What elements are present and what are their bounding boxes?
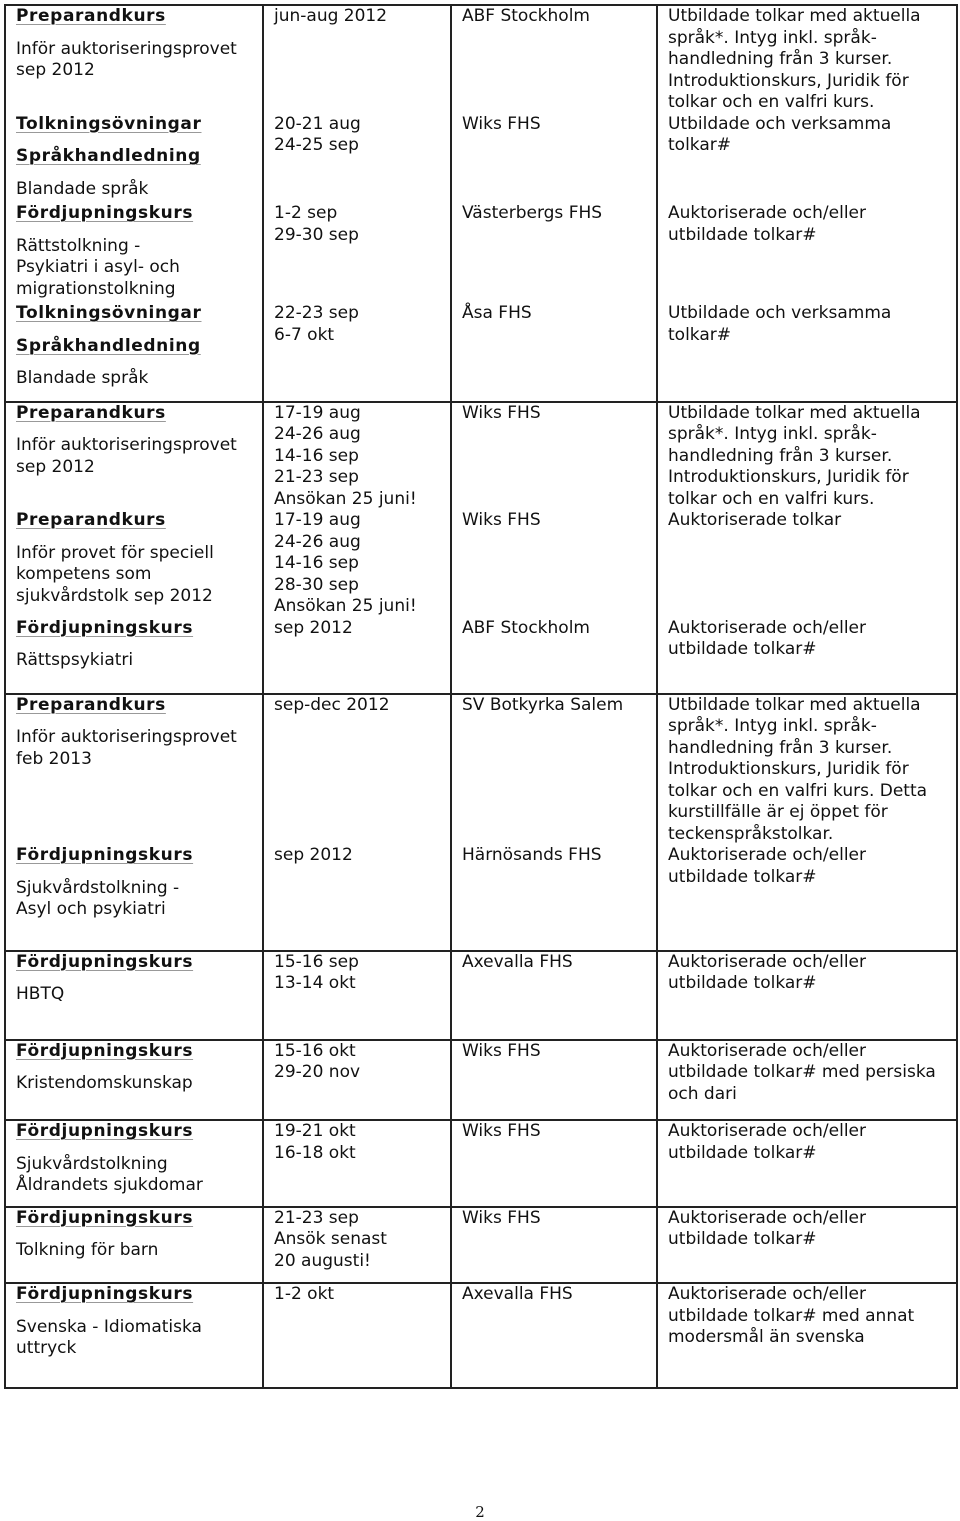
- course-description: Sjukvårdstolkning Åldrandets sjukdomar: [16, 1153, 203, 1195]
- target-group: Auktoriserade och/eller utbildade tolkar#: [657, 203, 957, 303]
- course-title: Språkhandledning: [16, 335, 201, 356]
- course-venue: Wiks FHS: [451, 1040, 657, 1121]
- schedule-row: [5, 5, 957, 114]
- schedule-row: [5, 402, 957, 511]
- target-group: Utbildade tolkar med aktuella språk*. Intyg inkl. språk-handledning från 3 kurser. Introduktionskurs, Juridik för tolkar och en valfri kurs.: [657, 5, 957, 114]
- schedule-row: [5, 510, 957, 618]
- course-venue: SV Botkyrka Salem: [451, 694, 657, 846]
- course-dates: 15-16 okt 29-20 nov: [263, 1040, 451, 1121]
- course-cell: [5, 5, 263, 114]
- course-description: Kristendomskunskap: [16, 1073, 193, 1093]
- course-block: [16, 845, 256, 921]
- course-title: Fördjupningskurs: [16, 1207, 194, 1228]
- course-dates: 1-2 sep 29-30 sep: [263, 203, 451, 303]
- course-block: [16, 695, 256, 771]
- course-venue: ABF Stockholm: [451, 5, 657, 114]
- course-venue: Wiks FHS: [451, 402, 657, 511]
- schedule-row: [5, 303, 957, 402]
- course-venue: Västerbergs FHS: [451, 203, 657, 303]
- course-cell: [5, 1283, 263, 1388]
- schedule-row: [5, 951, 957, 1040]
- course-block: [16, 6, 256, 82]
- target-group: Auktoriserade och/eller utbildade tolkar#: [657, 845, 957, 951]
- schedule-row: [5, 1120, 957, 1207]
- target-group: Auktoriserade och/eller utbildade tolkar# med persiska och dari: [657, 1040, 957, 1121]
- course-venue: Axevalla FHS: [451, 1283, 657, 1388]
- course-title: Fördjupningskurs: [16, 1040, 194, 1061]
- course-title: Fördjupningskurs: [16, 203, 194, 223]
- course-schedule-table: [4, 4, 958, 1389]
- course-description: Inför provet för speciell kompetens som sjukvårdstolk sep 2012: [16, 542, 214, 606]
- course-title: Fördjupningskurs: [16, 1284, 194, 1304]
- course-block: [16, 146, 256, 200]
- course-cell: [5, 1120, 263, 1207]
- course-title: Preparandkurs: [16, 694, 166, 715]
- course-venue: Wiks FHS: [451, 1120, 657, 1207]
- page-number: 2: [475, 1503, 485, 1521]
- target-group: Auktoriserade och/eller utbildade tolkar#: [657, 1120, 957, 1207]
- course-title: Preparandkurs: [16, 6, 166, 26]
- target-group: Auktoriserade och/eller utbildade tolkar# med annat modersmål än svenska: [657, 1283, 957, 1388]
- course-venue: ABF Stockholm: [451, 618, 657, 694]
- course-block: [16, 1284, 256, 1360]
- course-block: [16, 618, 256, 672]
- course-venue: Axevalla FHS: [451, 951, 657, 1040]
- course-dates: 17-19 aug 24-26 aug 14-16 sep 28-30 sep Ansökan 25 juni!: [263, 510, 451, 618]
- course-dates: 19-21 okt 16-18 okt: [263, 1120, 451, 1207]
- course-cell: [5, 203, 263, 303]
- course-block: [16, 336, 256, 390]
- course-description: Tolkning för barn: [16, 1240, 159, 1260]
- course-block: [16, 303, 256, 325]
- course-block: [16, 403, 256, 479]
- course-dates: 21-23 sep Ansök senast 20 augusti!: [263, 1207, 451, 1284]
- course-venue: Wiks FHS: [451, 1207, 657, 1284]
- schedule-row: [5, 694, 957, 846]
- course-cell: [5, 694, 263, 846]
- course-description: Inför auktoriseringsprovet feb 2013: [16, 727, 237, 769]
- course-title: Fördjupningskurs: [16, 1121, 194, 1141]
- course-description: Inför auktoriseringsprovet sep 2012: [16, 435, 237, 477]
- course-cell: [5, 1040, 263, 1121]
- course-block: [16, 1041, 256, 1095]
- target-group: Auktoriserade tolkar: [657, 510, 957, 618]
- course-venue: Härnösands FHS: [451, 845, 657, 951]
- course-venue: Åsa FHS: [451, 303, 657, 402]
- target-group: Auktoriserade och/eller utbildade tolkar#: [657, 618, 957, 694]
- course-venue: Wiks FHS: [451, 510, 657, 618]
- course-dates: sep 2012: [263, 618, 451, 694]
- course-title: Språkhandledning: [16, 146, 201, 166]
- course-dates: 20-21 aug 24-25 sep: [263, 114, 451, 204]
- course-cell: [5, 1207, 263, 1284]
- course-description: Svenska - Idiomatiska uttryck: [16, 1316, 202, 1358]
- schedule-row: [5, 1040, 957, 1121]
- course-title: Preparandkurs: [16, 402, 166, 423]
- course-block: [16, 1121, 256, 1197]
- target-group: Utbildade och verksamma tolkar#: [657, 303, 957, 402]
- course-dates: sep-dec 2012: [263, 694, 451, 846]
- schedule-row: [5, 1207, 957, 1284]
- course-block: [16, 952, 256, 1006]
- target-group: Utbildade tolkar med aktuella språk*. Intyg inkl. språk-handledning från 3 kurser. Introduktionskurs, Juridik för tolkar och en valfri kurs.: [657, 402, 957, 511]
- course-block: [16, 114, 256, 136]
- course-cell: [5, 618, 263, 694]
- course-dates: jun-aug 2012: [263, 5, 451, 114]
- course-title: Tolkningsövningar: [16, 113, 202, 134]
- course-cell: [5, 510, 263, 618]
- target-group: Utbildade tolkar med aktuella språk*. Intyg inkl. språk-handledning från 3 kurser. Introduktionskurs, Juridik för tolkar och en valfri kurs. Detta kurstillfälle är ej öppet för teckenspråkstolkar.: [657, 694, 957, 846]
- course-block: [16, 1208, 256, 1262]
- course-cell: [5, 114, 263, 204]
- course-cell: [5, 402, 263, 511]
- course-title: Fördjupningskurs: [16, 951, 194, 972]
- course-dates: 15-16 sep 13-14 okt: [263, 951, 451, 1040]
- course-cell: [5, 303, 263, 402]
- course-description: Blandade språk: [16, 178, 149, 199]
- course-description: HBTQ: [16, 984, 65, 1004]
- course-dates: 1-2 okt: [263, 1283, 451, 1388]
- schedule-row: [5, 845, 957, 951]
- course-cell: [5, 951, 263, 1040]
- course-cell: [5, 845, 263, 951]
- course-dates: 22-23 sep 6-7 okt: [263, 303, 451, 402]
- schedule-row: [5, 114, 957, 204]
- course-description: Blandade språk: [16, 368, 149, 388]
- course-block: [16, 203, 256, 300]
- target-group: Auktoriserade och/eller utbildade tolkar#: [657, 951, 957, 1040]
- course-title: Tolkningsövningar: [16, 303, 202, 323]
- course-description: Sjukvårdstolkning - Asyl och psykiatri: [16, 877, 180, 919]
- target-group: Utbildade och verksamma tolkar#: [657, 114, 957, 204]
- course-block: [16, 510, 256, 607]
- course-dates: sep 2012: [263, 845, 451, 951]
- course-description: Inför auktoriseringsprovet sep 2012: [16, 38, 237, 80]
- schedule-row: [5, 203, 957, 303]
- course-venue: Wiks FHS: [451, 114, 657, 204]
- course-title: Fördjupningskurs: [16, 845, 194, 865]
- course-description: Rättspsykiatri: [16, 650, 134, 670]
- course-title: Fördjupningskurs: [16, 617, 194, 638]
- course-dates: 17-19 aug 24-26 aug 14-16 sep 21-23 sep Ansökan 25 juni!: [263, 402, 451, 511]
- course-description: Rättstolkning - Psykiatri i asyl- och migrationstolkning: [16, 235, 180, 299]
- course-title: Preparandkurs: [16, 510, 166, 530]
- schedule-row: [5, 618, 957, 694]
- schedule-row: [5, 1283, 957, 1388]
- target-group: Auktoriserade och/eller utbildade tolkar#: [657, 1207, 957, 1284]
